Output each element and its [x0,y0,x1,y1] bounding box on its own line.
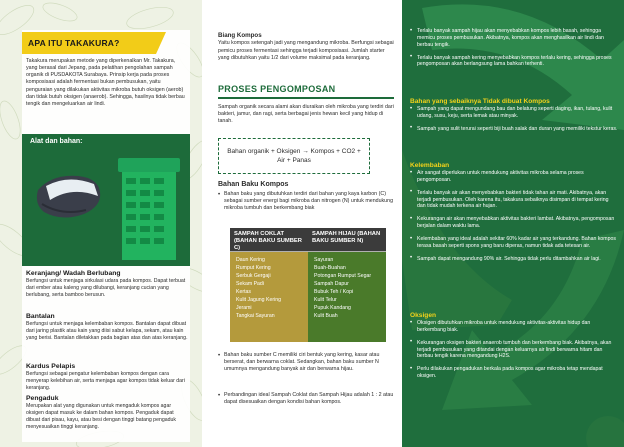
green-waste-column [308,228,386,342]
list-item: Kulit Buah [314,313,338,320]
list-item: Kertas [236,289,251,296]
list-item: Tangkai Sayuran [236,313,275,320]
composting-formula [218,138,370,174]
bahan-bullet: • Bahan baku yang dibutuhkan terdiri dari bahan yang kaya karbon (C) sebagai sumber energi bagi mikroba dan nitrogen (N) untuk mendukung mikroba tumbuh dan berkembang biak [218,191,394,212]
list-item: Serbuk Gergaji [236,273,271,280]
tool-title: Keranjang/ Wadah Berlubang [26,270,121,277]
biang-heading: Biang Kompos [218,32,262,39]
brown-waste-column [230,228,308,342]
section-bullet: • Perlu dilakukan pengadukan berkala pada kompos agar mikroba tetap mendapat oksigen. [410,366,618,380]
section-tidak-kompos [410,98,618,133]
materials-table [230,228,386,342]
section-bullet: • Kekurangan air akan menyebabkan aktivitas bakteri lambat. Akibatnya, pengomposan berjalan dalam waktu lama. [410,216,618,230]
takakura-title-bar [22,32,156,54]
tools-heading: Alat dan bahan: [22,134,190,152]
arrow-right-icon: → [302,147,309,155]
section-bullet: • Kekurangan oksigen bakteri anaerob tumbuh dan berkembang biak. Akibatnya, akan terjadi pembusukan yang ditandai dengan keluarnya air lindi berwarna hitam dan berbau tengik karena mengandung H2S. [410,340,618,361]
brown-waste-header: SAMPAH COKLAT (BAHAN BAKU SUMBER C) [230,228,308,252]
section-heading: Kelembaban [410,162,450,169]
bahan-bullet: • Bahan baku sumber C memiliki ciri bentuk yang kering, kasar atau berserat, dan berwarna coklat. Sedangkan, bahan baku sumber N umumnya mengandung banyak air dan berwarna hijau. [218,352,394,373]
list-item: Rumput Kering [236,265,271,272]
top-notes [410,28,618,68]
section-bullet: • Air sangat diperlukan untuk mendukung aktivitas mikroba selama proses pengomposan. [410,170,618,184]
tool-item [26,270,188,299]
formula-outputs: Kompos + CO2 + Air + Panas [277,147,361,164]
panel-proses [202,0,402,447]
panel-tips [402,0,624,447]
takakura-intro: Takakura merupakan metode yang diperkenalkan Mr. Takakura, yang berasal dari Jepang, pada pelatihan pengolahan sampah organik di PUSDAKOTA Surabaya. Prinsip kerja pada proses komposisasi adalah fermentasi bukan pembusukan, yaitu penguraian yang dilakukan aktivitas mikroba butuh oksigen (aerob) dan tidak butuh oksigen (anaerob). Sehingga, hasilnya tidak berbau tengik dan mengeluarkan air lindi. [26,58,185,107]
bahan-bullet: • Perbandingan ideal Sampah Coklat dan Sampah Hijau adalah 1 : 2 atau dapat disesuaikan dengan kondisi bahan kompos. [218,392,394,406]
bahan-baku-heading: Bahan Baku Kompos [218,181,289,188]
tool-item [26,395,188,430]
takakura-card [22,30,190,442]
note-bullet: • Terlalu banyak sampah kering menyebabkan kompos terlalu kering, sehingga proses pengomposan akan berlangsung lama bahkan terhenti. [410,55,618,69]
title-divider [218,97,394,99]
biang-kompos-section [218,32,396,62]
section-kelembaban [410,162,618,263]
section-oksigen [410,312,618,380]
section-bullet: • Kelembaban yang ideal adalah sekitar 60% kadar air yang terkandung. Bahan kompos terasa basah seperti spons yang baru diperas, namun tidak ada tetesan air. [410,236,618,250]
tool-item [26,363,188,392]
tools-image [22,152,190,266]
section-bullet: • Sampah yang dapat mengundang bau dan belatung seperti daging, ikan, tulang, kulit udang, susu, keju, serta lemak atau minyak. [410,106,618,120]
tool-title: Kardus Pelapis [26,363,76,370]
list-item: Daun Kering [236,257,265,263]
tool-text: Berfungsi untuk menjaga kelembaban kompos. Bantalan dapat dibuat dari jaring plastik atau kain yang diisi sabut kelapa, sekam, atau kain yang berisi. Bantalan diletakkan pada bagian atas dan atas keranjang. [26,321,188,341]
note-bullet: • Terlalu banyak sampah hijau akan menyebabkan kompos lebih basah, sehingga memicu proses pembusukan. Akibatnya, kompos akan menghasilkan air lindi dan berbau tengik. [410,28,618,49]
biang-text: Yaitu kompos setengah jadi yang mengandung mikroba. Berfungsi sebagai pemicu proses fermentasi sehingga terjadi komposisasi. Jumlah starter yang dibutuhkan yaitu 1/2 dari volume maksimal pada keranjang. [218,40,394,61]
section-heading: Bahan yang sebaiknya Tidak dibuat Kompos [410,98,550,105]
section-heading: Oksigen [410,312,437,319]
list-item: Buah-Buahan [314,265,346,272]
proses-title: PROSES PENGOMPOSAN [218,84,336,94]
green-waste-header: SAMPAH HIJAU (BAHAN BAKU SUMBER N) [308,228,386,252]
list-item: Potongan Rumput Segar [314,273,372,280]
section-bullet: • Sampah yang sulit terurai seperti biji buah salak dan duran yang memiliki tekstur keras. [410,126,618,133]
list-item: Pupuk Kandang [314,305,351,312]
tool-text: Berfungsi sebagai pengatur kelembaban kompos dengan cara menyerap kelebihan air, serta menjaga agar kompos tidak keluar dari keranjang. [26,371,185,391]
list-item: Sampah Dapur [314,281,349,288]
proses-text: Sampah organik secara alami akan diuraikan oleh mikroba yang terdiri dari bakteri, jamur, dan ragi, serta berbagai jenis hewan kecil yang hidup di tanah. [218,104,394,125]
list-item: Kulit Jagung Kering [236,297,281,304]
section-bullet: • Terlalu banyak air akan menyebabkan bakteri tidak tahan air mati. Akibatnya, akan terjadi pembusukan. Oleh karena itu, takakura sebaiknya disimpan di tempat kering dan tidak mudah terkena air hujan. [410,190,618,211]
tool-title: Bantalan [26,313,55,320]
panel-takakura [0,0,202,447]
list-item: Sekam Padi [236,281,264,288]
cushion-pad-icon [32,160,104,232]
page-title: APA ITU TAKAKURA? [28,38,120,48]
tool-text: Berfungsi untuk menjaga sirkulasi udara pada kompos. Dapat terbuat dari ember atau kaleng yang dilubangi, keranjang cucian yang berlubang, serta bamboo berusun. [26,278,186,298]
basket-icon [116,156,182,264]
list-item: Kulit Telur [314,297,337,304]
tool-title: Pengaduk [26,395,59,402]
list-item: Sayuran [314,257,334,263]
formula-inputs: Bahan organik + Oksigen [227,147,301,155]
section-bullet: • Sampah dapat mengandung 90% air. Sehingga tidak perlu ditambahkan air lagi. [410,256,618,263]
list-item: Jerami [236,305,252,312]
tool-item [26,313,188,342]
section-bullet: • Oksigen dibutuhkan mikroba untuk mendukung aktivitas-aktivitas hidup dan berkembang biak. [410,320,618,334]
list-item: Bubuk Teh / Kopi [314,289,354,296]
tool-text: Merupakan alat yang digunakan untuk mengaduk kompos agar oksigen dapat masuk ke dalam bahan kompos. Pengaduk dapat dibuat dari pisau, kayu, atau besi dengan tinggi batang pengaduk menyesuaikan tinggi keranjang. [26,403,176,430]
